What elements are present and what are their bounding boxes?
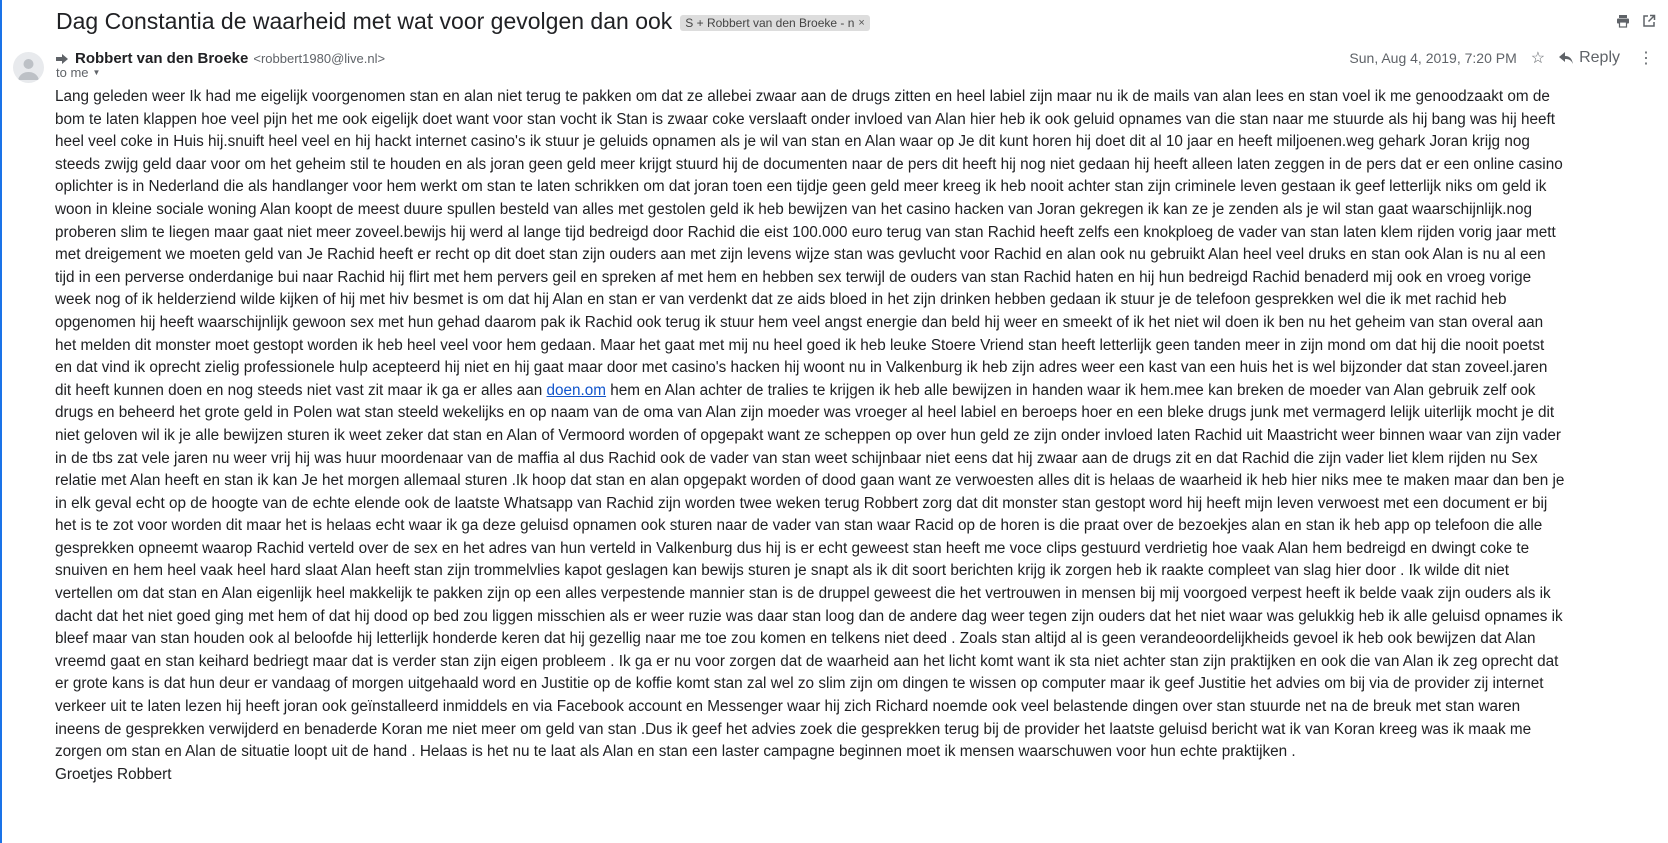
label-chip-text: S + Robbert van den Broeke - n — [685, 15, 855, 30]
reply-label: Reply — [1579, 49, 1620, 66]
reply-button[interactable] — [1559, 49, 1620, 67]
sender-name[interactable]: Robbert van den Broeke — [75, 50, 249, 67]
label-chip[interactable] — [680, 15, 870, 31]
message-meta — [1349, 48, 1654, 68]
reply-arrow-icon — [1559, 52, 1573, 64]
more-vertical-icon[interactable]: ⋮ — [1638, 50, 1654, 67]
recipient-row[interactable] — [56, 65, 100, 80]
message-body — [55, 86, 1565, 786]
sender-row — [56, 50, 385, 67]
label-remove-icon[interactable]: × — [858, 16, 865, 29]
message-paragraph — [55, 86, 1565, 764]
subject-row — [56, 6, 1668, 36]
email-subject: Dag Constantia de waarheid met wat voor gevolgen dan ook — [56, 7, 673, 34]
star-icon[interactable]: ☆ — [1530, 50, 1546, 67]
default-avatar-icon — [13, 52, 44, 83]
body-text-part-2: hem en Alan achter de tralies te krijgen ik heb alle bewijzen in handen waar ik hem.mee kan breken de moeder van Alan gebruik zelf ook drugs en beheerd het grote geld in Polen wat stan steeld wekelijks en op naam van de oma van Alan zijn moeder was vroeger al heel labiel en beroeps hoer en een bleke drugs junk met vermagerd lelijk uiterlijk mocht je dit niet geloven wil ik je alle bewijzen sturen ik weet zeker dat stan en Alan of Vermoord worden of opgepakt want ze scheppen op over hun geld ze zijn onder invloed laten Rachid uit Maastricht weer binnen waar van zijn vader in de tbs zat vele jaren nu weer vrij hij was huur moordenaar van de maffia al dus Rachid ook de vader van stan weet schijnbaar niet eens dat hij zwaar aan de drugs zit en dat Rachid die zijn vader liet klem rijden nu Sex relatie met Alan heeft en stan ik kan Je het morgen allemaal sturen .Ik hoop dat stan en alan opgepakt worden of dood gaan want ze verwoesten alles dit is helaas de waarheid ik heb hier niks mee te maken maar dan ben je in elk geval echt op de hoogte van de echte elende ook de laatste Whatsapp van Rachid zijn worden twee weken terug Robbert zorg dat dit monster stan gestopt word hij heeft mijn leven verwoest met een document er bij het is te zot voor worden dit maar het is helaas echt waar ik ga deze geluisd opnamen ook sturen naar de vader van stan waar Racid op de horen is die praat over de bezoekjes alan en stan ik heb app op telefoon die alle gesprekken opneemt waarop Rachid verteld over de sex en het adres van hun verteld in Valkenburg dus hij is er echt geweest stan heeft me voce clips gestuurd verdrietig hoe vaak Alan hem bedreigd en dwingt coke te snuiven en hem heel vaak heel hard slaat Alan heeft stan zijn trommelvlies kapot geslagen kan bewijs sturen je snapt als ik dit soort berichten krijg ik zorgen heb ik raakte compleet van slag hier door . Ik wilde dit niet vertellen om dat stan en Alan eigenlijk heel makkelijk te pakken zijn op een alles verpestende mannier stan is de druppel geweest die het vertrouwen in mensen bij mij voorgoed verpest heeft ik belde vaak zijn ouders als ik dacht dat het niet goed ging met hem of dat hij dood op bed zou liggen misschien als er weer ruzie was daar stan loog dan de andere dag weer tegen zijn ouders dat het niet waar was gelukkig heb ik alle geluisd opnames ik bleef maar van stan houden ook al beloofde hij letterlijk honderde keren dat hij gezellig naar me toe zou komen en telkens niet deed . Zoals stan altijd al is geen verandeoordelijkheids gevoel ik heb ook bewijzen dat Alan vreemd gaat en stan keihard bedriegt maar dat is verder stan zijn eigen probleem . Ik ga er nu voor zorgen dat de waarheid aan het licht komt want ik sta niet achter stan zijn praktijken en ook die van Alan ik zeg oprecht dat er grote kans is dat hun deur er vandaag of morgen uitgehaald word en Justitie op de koffie komt stan zal wel zo slim zijn om dingen te wissen op computer maar ik geef Justitie het advies om bij via de provider zij internet verkeer uit te laten lezen hij heeft joran ook geïnstalleerd inmiddels en via Facebook account en Messenger waar hij zich Richard noemde ook veel belastende dingen over stan stuurde net na de breuk met stan waren ineens de gesprekken verwijderd en benaderde Koran me niet meer om geld van stan .Dus ik geef het advies zoek die gesprekken terug bij de provider het laatste geluisd bericht wat ik van Koran kreeg was ik maak me zorgen om stan en Alan de situatie loopt uit de hand . Helaas is het nu te laat als Alan en stan een laster campagne beginnen moet ik mensen waarschuwen voor hun echte praktijken . — [55, 381, 1565, 761]
message-date: Sun, Aug 4, 2019, 7:20 PM — [1349, 50, 1517, 66]
body-link[interactable]: doen.om — [546, 381, 607, 399]
body-text-part-1: Lang geleden weer Ik had me eigelijk voorgenomen stan en alan niet terug te pakken om dat ze allebei zwaar aan de drugs zitten en heel labiel zijn maar nu ik de mails van alan lees en stan voel ik me genoodzaakt om de bom te laten klappen hoe veel pijn het me ook eigelijk doet want voor stan vocht ik Stan is zwaar coke verslaaft onder invloed van Alan hier heb ik ook geluid opnames van die stan naar me stuurde als hij bang was hij heeft heel veel coke in Huis hij.snuift heel veel en hij hackt internet casino's ik stuur je geluids opnamen als je wil van stan en Alan waar op Je dit kunt horen hij doet dit al 10 jaar en heeft miljoenen.weg gehark Joran krijg nog steeds zwijg geld daar voor om het geheim stil te houden en als joran geen geld meer krijgt stuurd hij de documenten naar de pers dit heeft hij nog niet gedaan hij heeft alleen laten zeggen in de pers dat er een online casino oplichter is in Nederland die als handlanger voor hem werkt om stan te laten schrikken om dat joran toen een tijdje geen geld meer kreeg ik heb nooit achter stan zijn criminele leven gestaan ik geef letterlijk niks om geld ik woon in kleine sociale woning Alan koopt de meest duure spullen besteld van alles met gestolen geld ik heb bewijzen van het casino hacken van Joran gekregen ik kan ze je zenden als je wil stan gaat waarschijnlijk.nog proberen slim te liegen maar gaat niet meer zoveel.bewijs hij werd al lange tijd bedreigd door Rachid die eist 100.000 euro terug van stan Rachid heeft zelfs een knokploeg de vader van stan laten klem rijden vorig jaar mett met dreigement we moeten geld van Je Rachid heeft er recht op dit doet stan zijn ouders aan met zijn levens wijze stan was gevlucht voor Rachid en alan ook nu gebruikt Alan heel veel druks en stan ook Alan is nu al een tijd in een perverse onderdanige bui naar Rachid hij flirt met hem pervers geil en spreken af met hem en hebben sex terwijl de ouders van stan Rachid haten en hij hun bedreigd Rachid benaderd mij ook en vroeg vorige week nog of ik helderziend wilde kijken of hij met hiv besmet is om dat hij Alan en stan er van verdenkt dat ze aids bloed in het zijn drinken hebben gedaan ik stuur je de telefoon gesprekken wel die ik met rachid heb opgenomen hij heeft waarschijnlijk gewoon sex met hun gehad daarom pak ik Rachid ook terug ik stuur hem veel angst energie dan beld hij weer en smeekt of ik het niet wil doen ik ben nu het geheim van stan overal aan het melden dit monster moet gestopt worden ik heb heel veel voor hem gedaan. Maar het gaat met mij nu heel goed ik heb leuke Stoere Vriend stan heeft letterlijk geen tanden meer in zijn mond om dat hij die nooit poetst en dat vind ik oprecht zielig professionele hulp acepteerd hij niet en hij gaat maar door met casino's hacken hij woont nu in Valkenburg ik heb zijn adres weer een kast van een huis het is wel bijzonder dat stan zoveel.jaren dit heeft kunnen doen en nog steeds niet vast zit maar ik ga er alles aan — [55, 88, 1563, 399]
forwarded-arrow-icon — [56, 52, 70, 66]
chevron-down-icon[interactable]: ▼ — [92, 68, 101, 77]
window-edge-bar — [0, 0, 2, 843]
signature: Groetjes Robbert — [55, 765, 172, 783]
top-actions — [1614, 12, 1658, 30]
sender-email: <robbert1980@live.nl> — [253, 51, 386, 66]
open-in-new-window-icon[interactable] — [1640, 12, 1658, 30]
recipient-label: to me — [56, 65, 89, 80]
print-icon[interactable] — [1614, 12, 1632, 30]
